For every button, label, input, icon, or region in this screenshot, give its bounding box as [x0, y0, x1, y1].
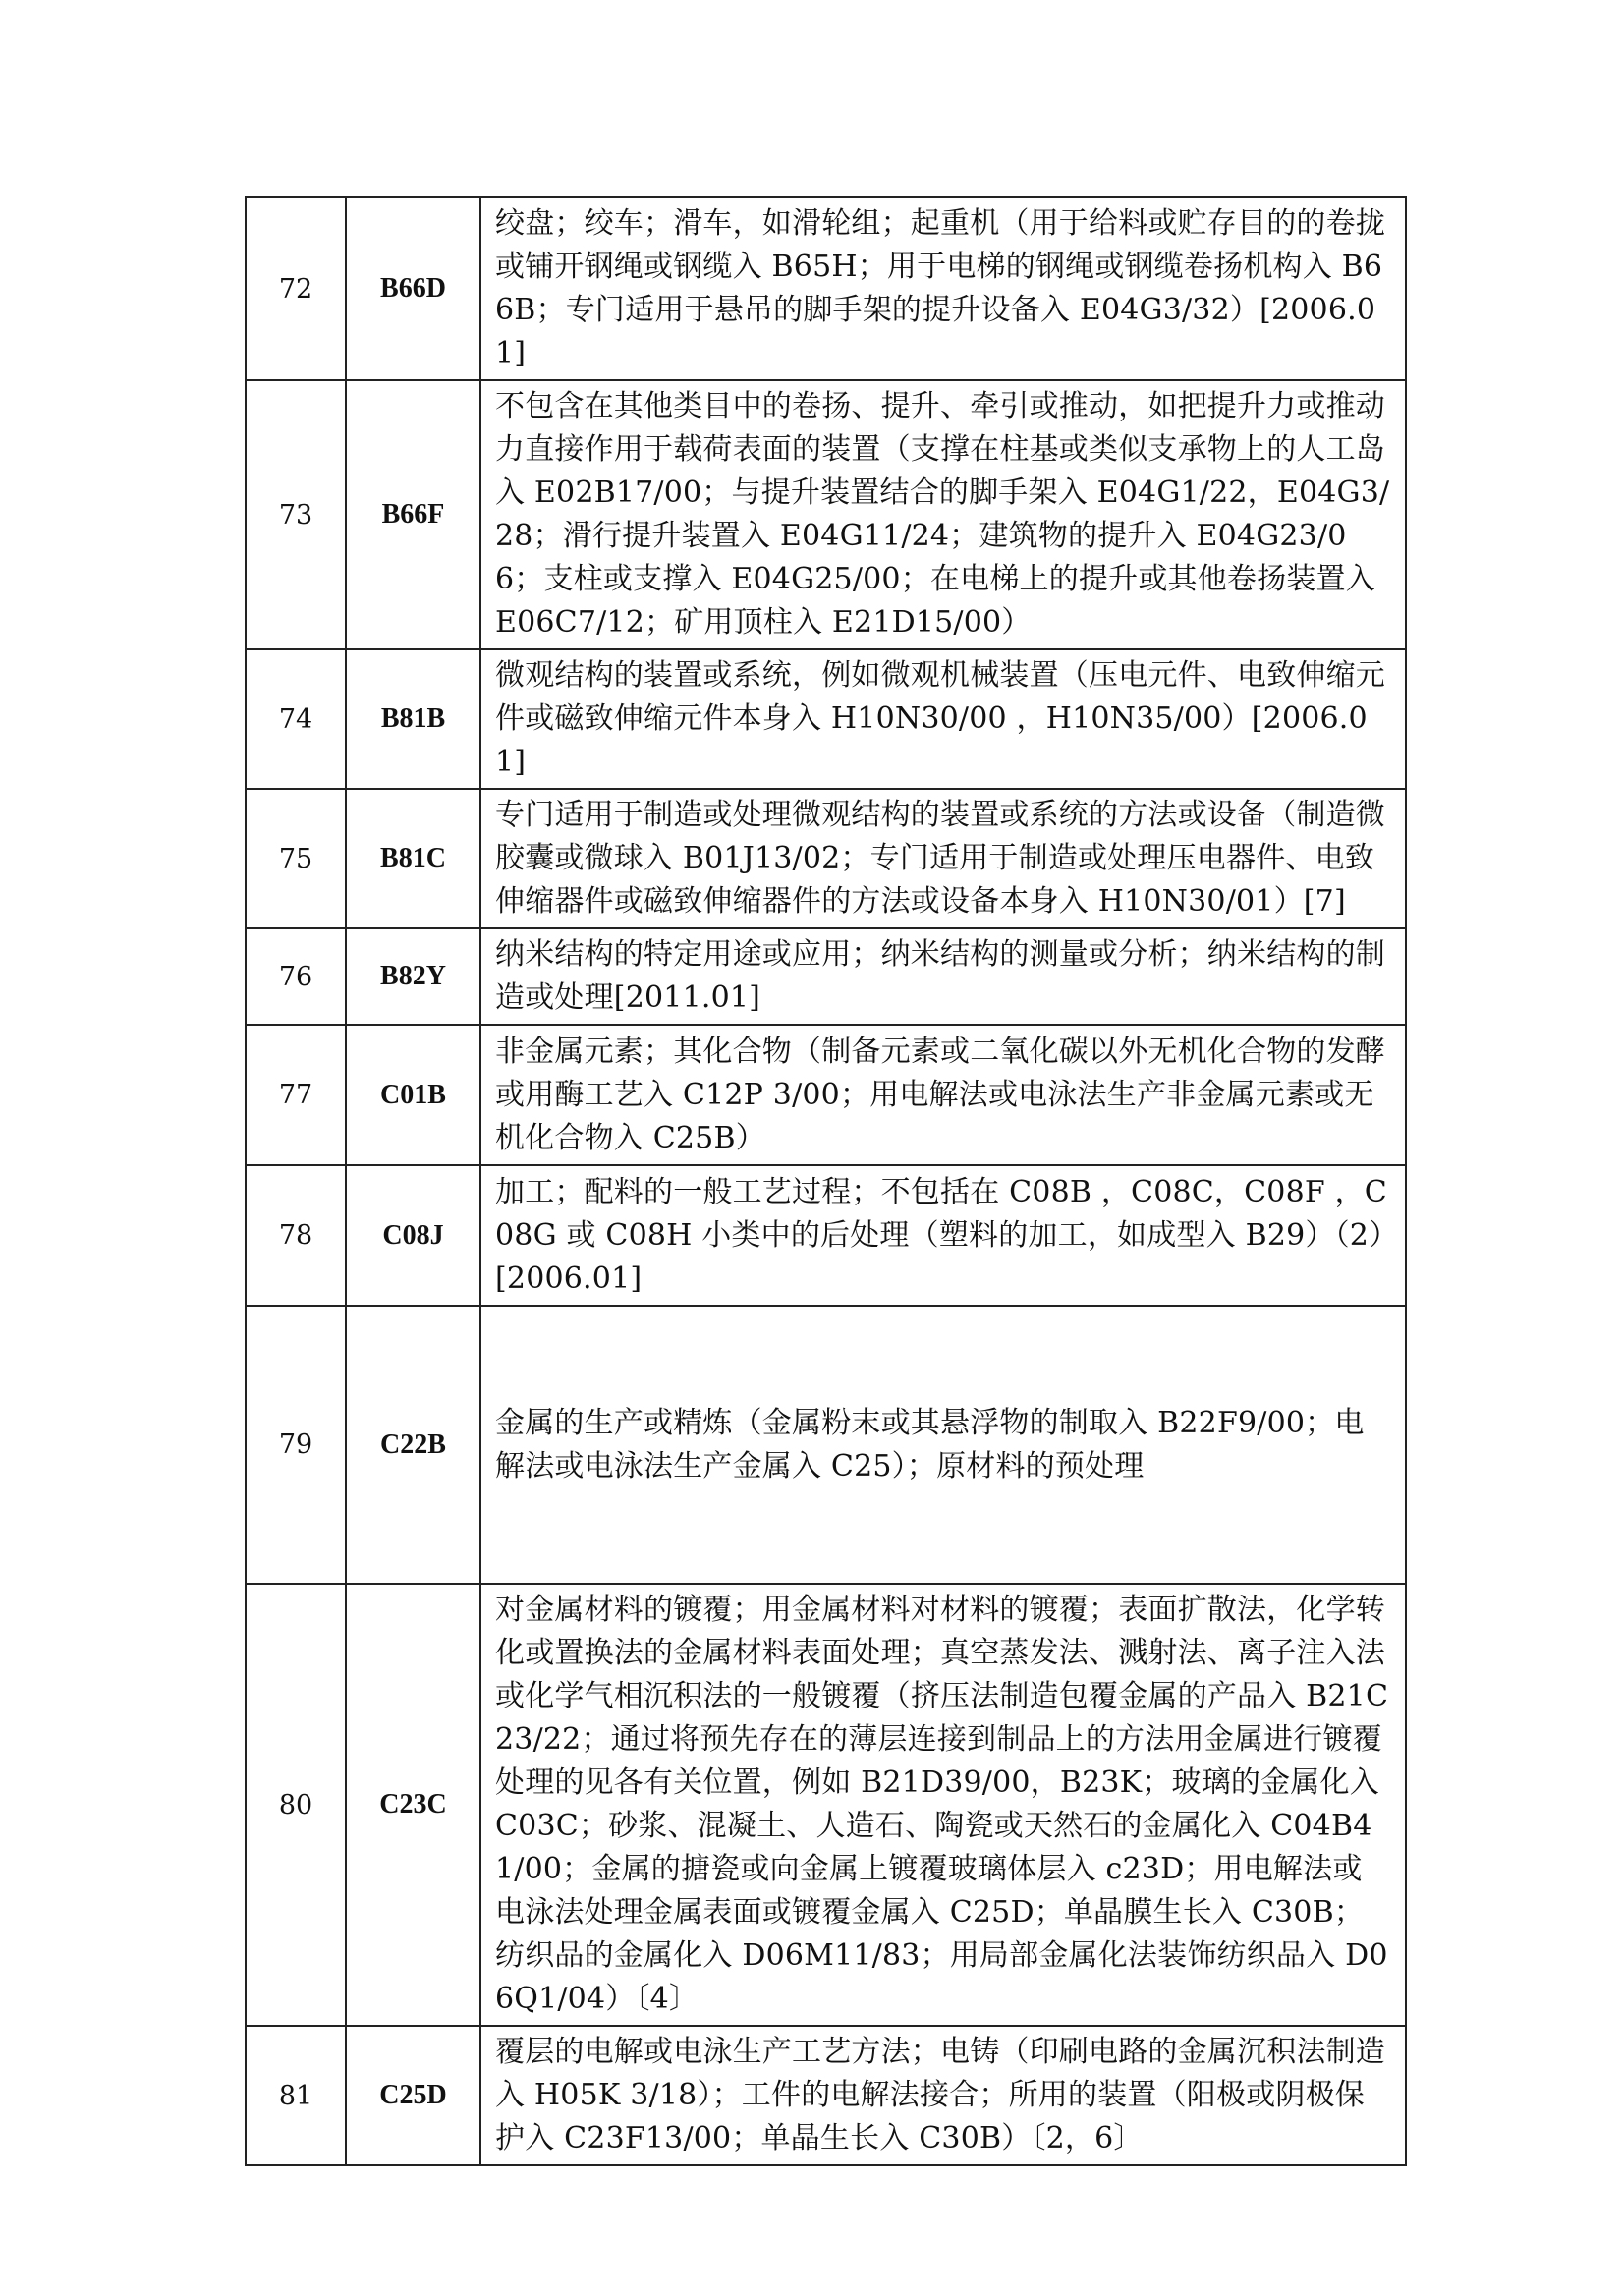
- table-row: [246, 1025, 1406, 1165]
- table-row: [246, 1306, 1406, 1584]
- row-number: 73: [246, 380, 346, 649]
- table-row: [246, 928, 1406, 1025]
- table-row: [246, 789, 1406, 928]
- ipc-code: C01B: [346, 1025, 480, 1165]
- table-row: [246, 2026, 1406, 2165]
- ipc-code: B81C: [346, 789, 480, 928]
- ipc-code: C25D: [346, 2026, 480, 2165]
- ipc-code: B66F: [346, 380, 480, 649]
- row-number: 72: [246, 197, 346, 380]
- ipc-description: 微观结构的装置或系统，例如微观机械装置（压电元件、电致伸缩元件或磁致伸缩元件本身入 H10N30/00 ，H10N35/00）[2006.01]: [480, 649, 1406, 789]
- row-number: 81: [246, 2026, 346, 2165]
- table-row: [246, 1584, 1406, 2026]
- ipc-code: B81B: [346, 649, 480, 789]
- row-number: 77: [246, 1025, 346, 1165]
- row-number: 80: [246, 1584, 346, 2026]
- ipc-description: 对金属材料的镀覆；用金属材料对材料的镀覆；表面扩散法，化学转化或置换法的金属材料表面处理；真空蒸发法、溅射法、离子注入法或化学气相沉积法的一般镀覆（挤压法制造包覆金属的产品入 B21C23/22；通过将预先存在的薄层连接到制品上的方法用金属进行镀覆处理的见各有关位置，例如 B21D39/00，B23K；玻璃的金属化入 C03C；砂浆、混凝土、人造石、陶瓷或天然石的金属化入 C04B41/00；金属的搪瓷或向金属上镀覆玻璃体层入 c23D；用电解法或电泳法处理金属表面或镀覆金属入 C25D；单晶膜生长入 C30B；纺织品的金属化入 D06M11/83；用局部金属化法装饰纺织品入 D06Q1/04）〔4〕: [480, 1584, 1406, 2026]
- row-number: 75: [246, 789, 346, 928]
- row-number: 78: [246, 1165, 346, 1306]
- ipc-description: 不包含在其他类目中的卷扬、提升、牵引或推动，如把提升力或推动力直接作用于载荷表面的装置（支撑在柱基或类似支承物上的人工岛入 E02B17/00；与提升装置结合的脚手架入 E04G1/22，E04G3/28；滑行提升装置入 E04G11/24；建筑物的提升入 E04G23/06；支柱或支撑入 E04G25/00；在电梯上的提升或其他卷扬装置入 E06C7/12；矿用顶柱入 E21D15/00）: [480, 380, 1406, 649]
- table-row: [246, 1165, 1406, 1306]
- ipc-code: B82Y: [346, 928, 480, 1025]
- table-row: [246, 380, 1406, 649]
- ipc-code: C23C: [346, 1584, 480, 2026]
- ipc-description: 非金属元素；其化合物（制备元素或二氧化碳以外无机化合物的发酵或用酶工艺入 C12P 3/00；用电解法或电泳法生产非金属元素或无机化合物入 C25B）: [480, 1025, 1406, 1165]
- ipc-description: 绞盘；绞车；滑车，如滑轮组；起重机（用于给料或贮存目的的卷拢或铺开钢绳或钢缆入 B65H；用于电梯的钢绳或钢缆卷扬机构入 B66B；专门适用于悬吊的脚手架的提升设备入 E04G3/32）[2006.01]: [480, 197, 1406, 380]
- table-row: [246, 649, 1406, 789]
- ipc-description: 纳米结构的特定用途或应用；纳米结构的测量或分析；纳米结构的制造或处理[2011.01]: [480, 928, 1406, 1025]
- row-number: 74: [246, 649, 346, 789]
- ipc-description: 覆层的电解或电泳生产工艺方法；电铸（印刷电路的金属沉积法制造入 H05K 3/18）；工件的电解法接合；所用的装置（阳极或阴极保护入 C23F13/00；单晶生长入 C30B）〔2，6〕: [480, 2026, 1406, 2165]
- row-number: 79: [246, 1306, 346, 1584]
- ipc-description: 专门适用于制造或处理微观结构的装置或系统的方法或设备（制造微胶囊或微球入 B01J13/02；专门适用于制造或处理压电器件、电致伸缩器件或磁致伸缩器件的方法或设备本身入 H10N30/01）[7]: [480, 789, 1406, 928]
- ipc-description: 金属的生产或精炼（金属粉末或其悬浮物的制取入 B22F9/00；电解法或电泳法生产金属入 C25）；原材料的预处理: [480, 1306, 1406, 1584]
- ipc-code: C08J: [346, 1165, 480, 1306]
- ipc-code: C22B: [346, 1306, 480, 1584]
- ipc-classification-table: [245, 196, 1407, 2166]
- ipc-description: 加工；配料的一般工艺过程；不包括在 C08B ，C08C，C08F ，C08G 或 C08H 小类中的后处理（塑料的加工，如成型入 B29）（2）[2006.01]: [480, 1165, 1406, 1306]
- row-number: 76: [246, 928, 346, 1025]
- ipc-code: B66D: [346, 197, 480, 380]
- table-row: [246, 197, 1406, 380]
